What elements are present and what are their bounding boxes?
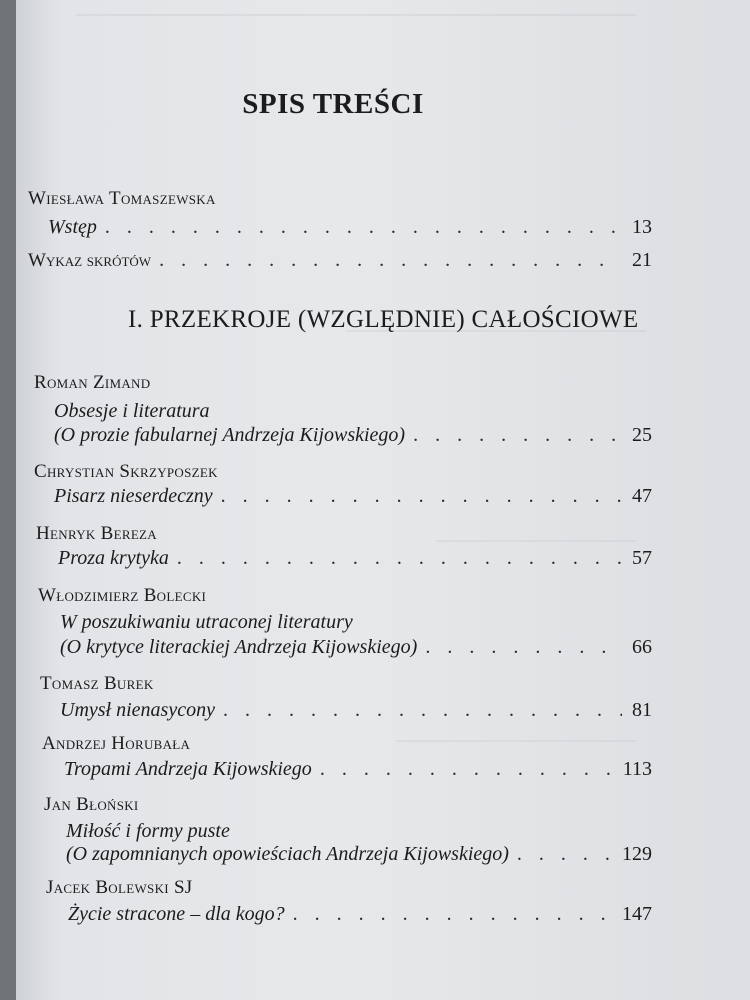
- page-number: 129: [622, 843, 652, 865]
- leader-dots: [105, 216, 622, 239]
- page-number: 57: [632, 547, 652, 569]
- page-number: 66: [632, 636, 652, 658]
- entry-title: W poszukiwaniu utraconej literatury: [60, 611, 353, 633]
- page-number: 13: [632, 216, 652, 238]
- entry-author: Roman Zimand: [34, 372, 151, 393]
- leader-dots: [177, 547, 622, 570]
- page-number: 147: [622, 903, 652, 925]
- toc-row: [64, 758, 652, 781]
- toc-row: [60, 636, 652, 659]
- leader-dots: [293, 903, 614, 926]
- leader-dots: [413, 424, 622, 447]
- toc-row: [68, 903, 652, 926]
- page-number: 47: [632, 485, 652, 507]
- entry-title: Pisarz nieserdeczny: [54, 485, 213, 507]
- leader-dots: [159, 249, 622, 272]
- entry-title: (O zapomnianych opowieściach Andrzeja Kijowskiego): [66, 843, 509, 865]
- entry-title: Miłość i formy puste: [66, 820, 230, 842]
- show-through-line: [396, 740, 636, 756]
- entry-author: Tomasz Burek: [40, 673, 154, 694]
- entry-title: Wykaz skrótów: [28, 250, 152, 271]
- entry-title: Tropami Andrzeja Kijowskiego: [64, 758, 312, 780]
- toc-row: [28, 249, 652, 272]
- page-number: 25: [632, 424, 652, 446]
- toc-row: [54, 424, 652, 447]
- toc-row: [58, 547, 652, 570]
- entry-author: Jacek Bolewski SJ: [46, 877, 193, 898]
- entry-title: Proza krytyka: [58, 547, 169, 569]
- leader-dots: [221, 485, 622, 508]
- entry-author: Jan Błoński: [44, 794, 139, 815]
- entry-author: Chrystian Skrzyposzek: [34, 461, 218, 482]
- toc-row: [54, 485, 652, 508]
- leader-dots: [223, 699, 622, 722]
- entry-author: Andrzej Horubała: [42, 733, 191, 754]
- leader-dots: [320, 758, 615, 781]
- entry-title: Wstęp: [48, 216, 97, 238]
- show-through-line: [76, 14, 636, 34]
- book-page: [16, 0, 750, 1000]
- page-number: 113: [622, 758, 652, 780]
- entry-author: Włodzimierz Bolecki: [38, 585, 207, 606]
- page-title: SPIS TREŚCI: [242, 88, 424, 120]
- toc-row: [60, 699, 652, 722]
- leader-dots: [425, 636, 622, 659]
- page-number: 81: [632, 699, 652, 721]
- toc-row: [66, 843, 652, 866]
- entry-author: Wiesława Tomaszewska: [28, 188, 216, 209]
- page-number: 21: [632, 249, 652, 271]
- entry-author: Henryk Bereza: [36, 523, 157, 544]
- entry-title: Obsesje i literatura: [54, 400, 210, 422]
- entry-title: Umysł nienasycony: [60, 699, 215, 721]
- entry-title: Życie stracone – dla kogo?: [68, 903, 285, 925]
- section-heading: I. PRZEKROJE (WZGLĘDNIE) CAŁOŚCIOWE: [128, 306, 639, 333]
- entry-title: (O krytyce literackiej Andrzeja Kijowskiego): [60, 636, 418, 658]
- leader-dots: [517, 843, 614, 866]
- toc-row: [48, 216, 652, 239]
- entry-title: (O prozie fabularnej Andrzeja Kijowskiego): [54, 424, 406, 446]
